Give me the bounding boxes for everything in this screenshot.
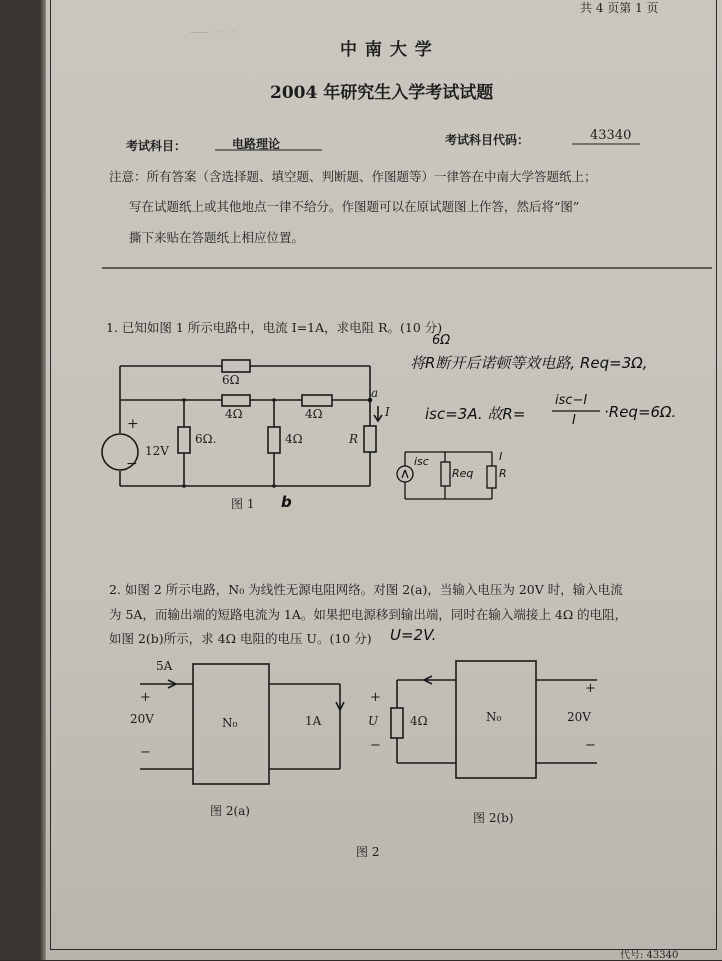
fig1-caption: 图 1 bbox=[231, 497, 255, 511]
handwritten-line-1: 将R断开后诺顿等效电路, Req=3Ω, bbox=[410, 354, 648, 372]
handwritten-6ohm: 6Ω bbox=[432, 333, 451, 348]
question-2-line-1: 2. 如图 2 所示电路，N₀ 为线性无源电阻网络。对图 2(a)，当输入电压为 20V 时，输入电流 bbox=[109, 582, 623, 597]
fig2a-plus: + bbox=[140, 690, 151, 705]
fig2a-network: N₀ bbox=[222, 716, 238, 730]
fig2a-short-current: 1A bbox=[305, 714, 322, 728]
fig1-label-r-v1: 6Ω. bbox=[195, 432, 217, 446]
fig2b-caption: 图 2(b) bbox=[473, 811, 514, 825]
fig1-label-minus: − bbox=[126, 456, 138, 472]
exam-title: 2004 年研究生入学考试试题 bbox=[270, 83, 494, 103]
handwritten-answer-u: U=2V. bbox=[390, 626, 437, 644]
fig1-label-node-a: a bbox=[371, 386, 379, 400]
handwritten-fraction-num: isc−I bbox=[555, 393, 588, 408]
subject-code-value: 43340 bbox=[590, 128, 632, 143]
subject-label: 考试科目： bbox=[126, 139, 187, 153]
fig2b-minus-right: − bbox=[585, 738, 596, 753]
question-2-line-3: 如图 2(b)所示，求 4Ω 电阻的电压 U。(10 分) bbox=[109, 631, 372, 646]
fig2b-plus-right: + bbox=[585, 681, 596, 696]
handwritten-diagram-isc: isc bbox=[414, 455, 429, 468]
fig1-label-source: 12V bbox=[145, 444, 169, 458]
fig1-label-top-r: 6Ω bbox=[222, 373, 240, 387]
fig2b-minus: − bbox=[370, 738, 381, 753]
fig2b-voltage: 20V bbox=[567, 710, 591, 724]
page-info: 共 4 页第 1 页 bbox=[580, 1, 659, 15]
handwritten-diagram-r: R bbox=[499, 467, 507, 480]
bleed-through-text: —— · ·· · ·· bbox=[190, 28, 237, 38]
question-1-text: 1. 已知如图 1 所示电路中，电流 I=1A，求电阻 R。(10 分) bbox=[106, 320, 443, 335]
subject-code-label: 考试科目代码： bbox=[445, 133, 530, 147]
fig2b-resistor: 4Ω bbox=[410, 714, 428, 728]
handwritten-diagram-i: I bbox=[499, 450, 503, 463]
fig1-label-node-b: b bbox=[281, 493, 292, 511]
handwritten-line-2: isc=3A. 故R= bbox=[425, 405, 526, 423]
handwritten-line-2-tail: ·Req=6Ω. bbox=[604, 403, 677, 421]
subject-value: 电路理论 bbox=[232, 137, 281, 151]
fig2-caption: 图 2 bbox=[356, 845, 380, 859]
fig1-label-r-a: 4Ω bbox=[225, 407, 243, 421]
fig1-label-r-b: 4Ω bbox=[305, 407, 323, 421]
fig1-label-R: R bbox=[349, 432, 359, 446]
fig1-label-plus: + bbox=[127, 416, 139, 432]
handwritten-fraction-den: I bbox=[572, 413, 576, 428]
notice-line-2: 写在试题纸上或其他地点一律不给分。作图题可以在原试题图上作答，然后将“图” bbox=[129, 199, 580, 214]
handwritten-diagram-req: Req bbox=[452, 467, 474, 480]
footer-code: 代号: 43340 bbox=[620, 950, 679, 961]
fig1-label-current: I bbox=[385, 405, 390, 419]
fig2a-voltage: 20V bbox=[130, 712, 154, 726]
university-name: 中 南 大 学 bbox=[340, 40, 433, 60]
notice-line-1: 注意：所有答案（含选择题、填空题、判断题、作图题等）一律答在中南大学答题纸上； bbox=[109, 169, 597, 184]
fig2a-minus: − bbox=[140, 745, 151, 760]
fig2b-u: U bbox=[368, 714, 379, 728]
fig1-label-r-v2: 4Ω bbox=[285, 432, 303, 446]
fig2a-current-in: 5A bbox=[156, 659, 173, 673]
fig2a-caption: 图 2(a) bbox=[210, 804, 250, 818]
notice-line-3: 撕下来贴在答题纸上相应位置。 bbox=[129, 230, 305, 245]
fig2b-network: N₀ bbox=[486, 710, 502, 724]
question-2-line-2: 为 5A，而输出端的短路电流为 1A。如果把电源移到输出端，同时在输入端接上 4Ω 的电阻， bbox=[109, 607, 628, 622]
fig2b-plus: + bbox=[370, 690, 381, 705]
